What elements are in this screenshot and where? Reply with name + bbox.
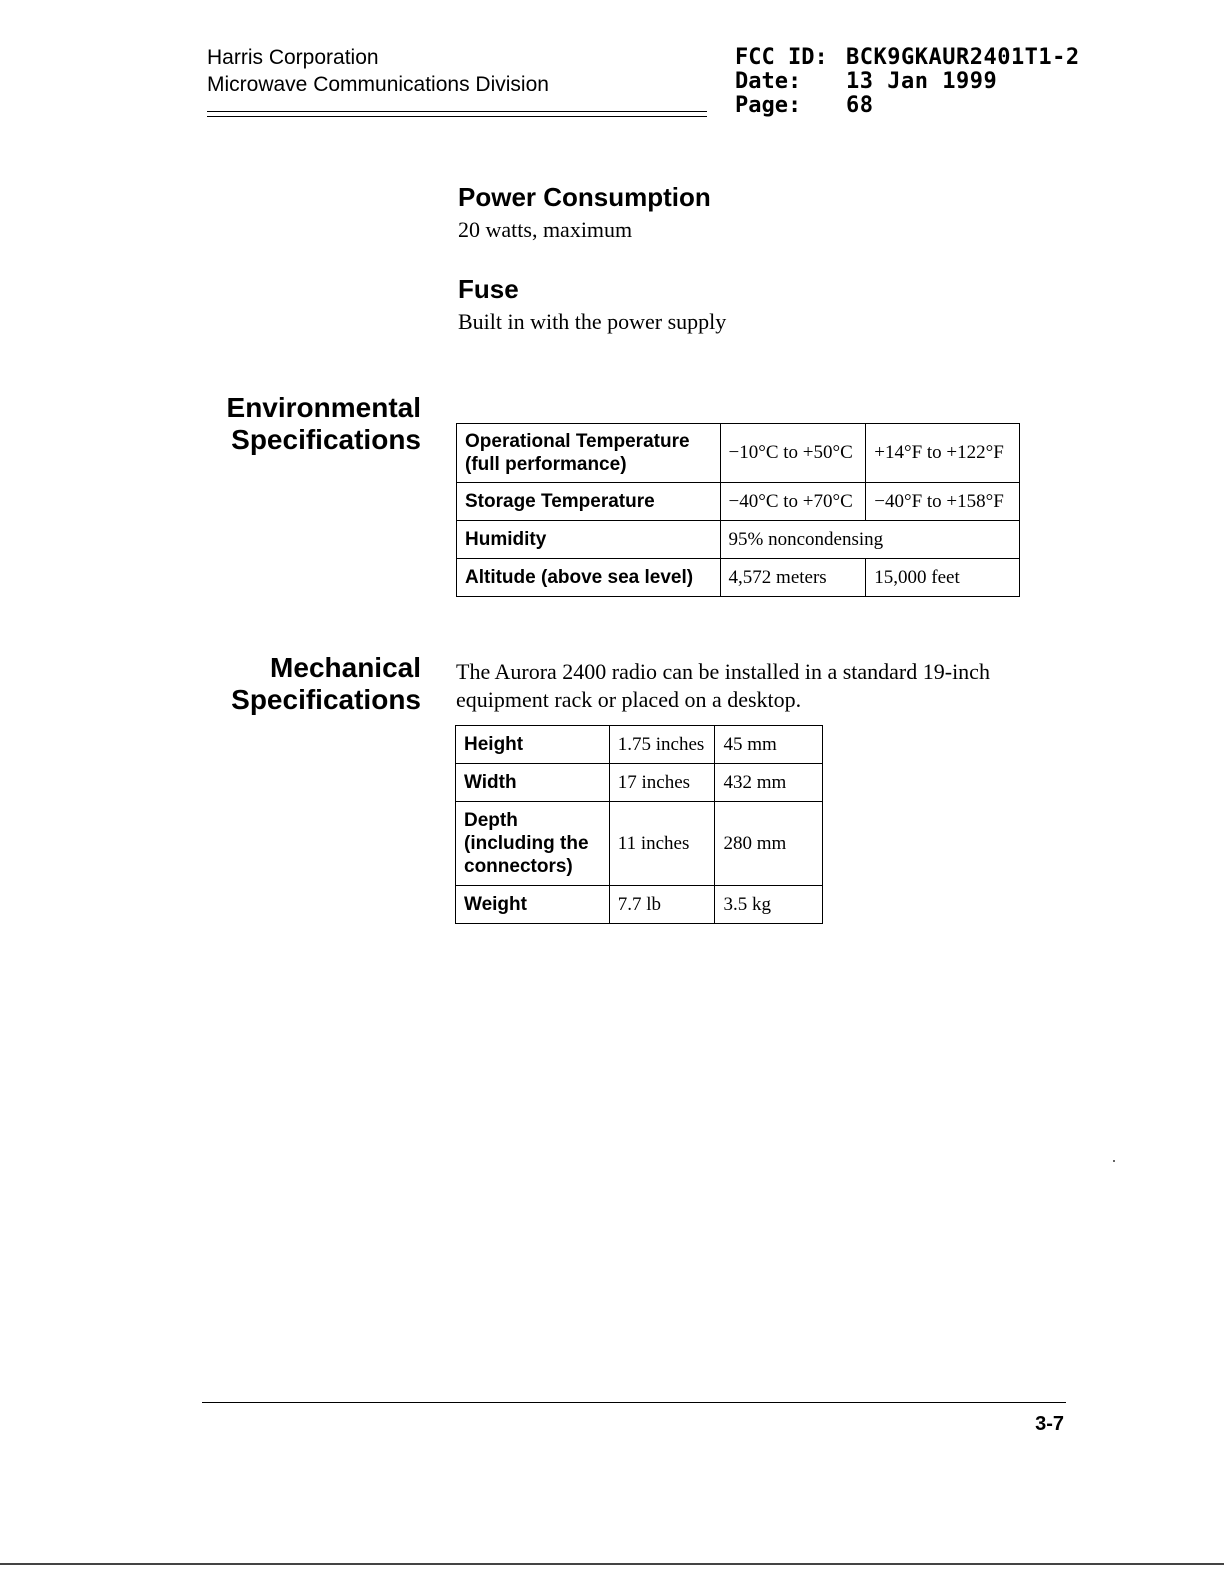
environmental-table — [456, 423, 1020, 597]
mech-value-weight-kg: 3.5 kg — [715, 886, 823, 924]
env-label-storage-temp: Storage Temperature — [457, 483, 721, 521]
table-row — [457, 424, 1020, 483]
env-value-storage-temp-f: −40°F to +158°F — [866, 483, 1020, 521]
company-block — [207, 44, 549, 98]
env-label-operational-temp: Operational Temperature (full performance) — [457, 424, 721, 483]
mech-label-width: Width — [456, 764, 610, 802]
mechanical-heading — [207, 652, 421, 716]
env-value-altitude-m: 4,572 meters — [720, 559, 866, 597]
env-value-storage-temp-c: −40°C to +70°C — [720, 483, 866, 521]
header-rule-top — [207, 111, 707, 112]
mech-value-depth-in: 11 inches — [609, 802, 715, 886]
power-consumption-text: 20 watts, maximum — [458, 217, 633, 242]
header-rule-bottom — [207, 116, 707, 117]
mech-value-width-in: 17 inches — [609, 764, 715, 802]
env-value-operational-temp-c: −10°C to +50°C — [720, 424, 866, 483]
division-name: Microwave Communications Division — [207, 73, 549, 96]
mech-value-width-mm: 432 mm — [715, 764, 823, 802]
table-row — [457, 559, 1020, 597]
mech-label-depth: Depth (including the connectors) — [456, 802, 610, 886]
scan-speck — [1113, 1160, 1115, 1162]
mech-value-height-mm: 45 mm — [715, 726, 823, 764]
env-value-operational-temp-f: +14°F to +122°F — [866, 424, 1020, 483]
mech-value-weight-lb: 7.7 lb — [609, 886, 715, 924]
mechanical-heading-line1: Mechanical — [270, 652, 421, 683]
header-labels — [735, 46, 828, 118]
power-consumption-heading: Power Consumption — [458, 182, 711, 212]
environmental-heading — [207, 392, 421, 456]
scan-edge-line — [0, 1563, 1224, 1565]
table-row — [456, 802, 823, 886]
company-name: Harris Corporation — [207, 46, 379, 69]
table-row — [457, 483, 1020, 521]
mech-value-depth-mm: 280 mm — [715, 802, 823, 886]
fcc-id-label: FCC ID: — [735, 45, 828, 70]
env-value-humidity: 95% noncondensing — [720, 521, 1019, 559]
fuse-heading: Fuse — [458, 274, 519, 304]
table-row — [456, 764, 823, 802]
date-label: Date: — [735, 69, 802, 94]
footer-rule — [202, 1402, 1066, 1403]
environmental-heading-line1: Environmental — [226, 392, 421, 423]
mechanical-heading-line2: Specifications — [231, 684, 421, 715]
mechanical-intro: The Aurora 2400 radio can be installed in a standard 19-inch equipment rack or placed on a desktop. — [456, 659, 990, 712]
table-row — [457, 521, 1020, 559]
env-label-humidity: Humidity — [457, 521, 721, 559]
table-row — [456, 726, 823, 764]
mechanical-table — [455, 725, 823, 924]
page-number: 3-7 — [1035, 1413, 1064, 1435]
mech-label-height: Height — [456, 726, 610, 764]
env-label-altitude: Altitude (above sea level) — [457, 559, 721, 597]
header-values — [846, 46, 1080, 118]
page-value: 68 — [846, 93, 874, 118]
mech-label-weight: Weight — [456, 886, 610, 924]
date-value: 13 Jan 1999 — [846, 69, 998, 94]
fcc-id-value: BCK9GKAUR2401T1-2 — [846, 45, 1080, 70]
mech-value-height-in: 1.75 inches — [609, 726, 715, 764]
page-label: Page: — [735, 93, 802, 118]
env-value-altitude-ft: 15,000 feet — [866, 559, 1020, 597]
environmental-heading-line2: Specifications — [231, 424, 421, 455]
table-row — [456, 886, 823, 924]
fuse-text: Built in with the power supply — [458, 309, 727, 334]
